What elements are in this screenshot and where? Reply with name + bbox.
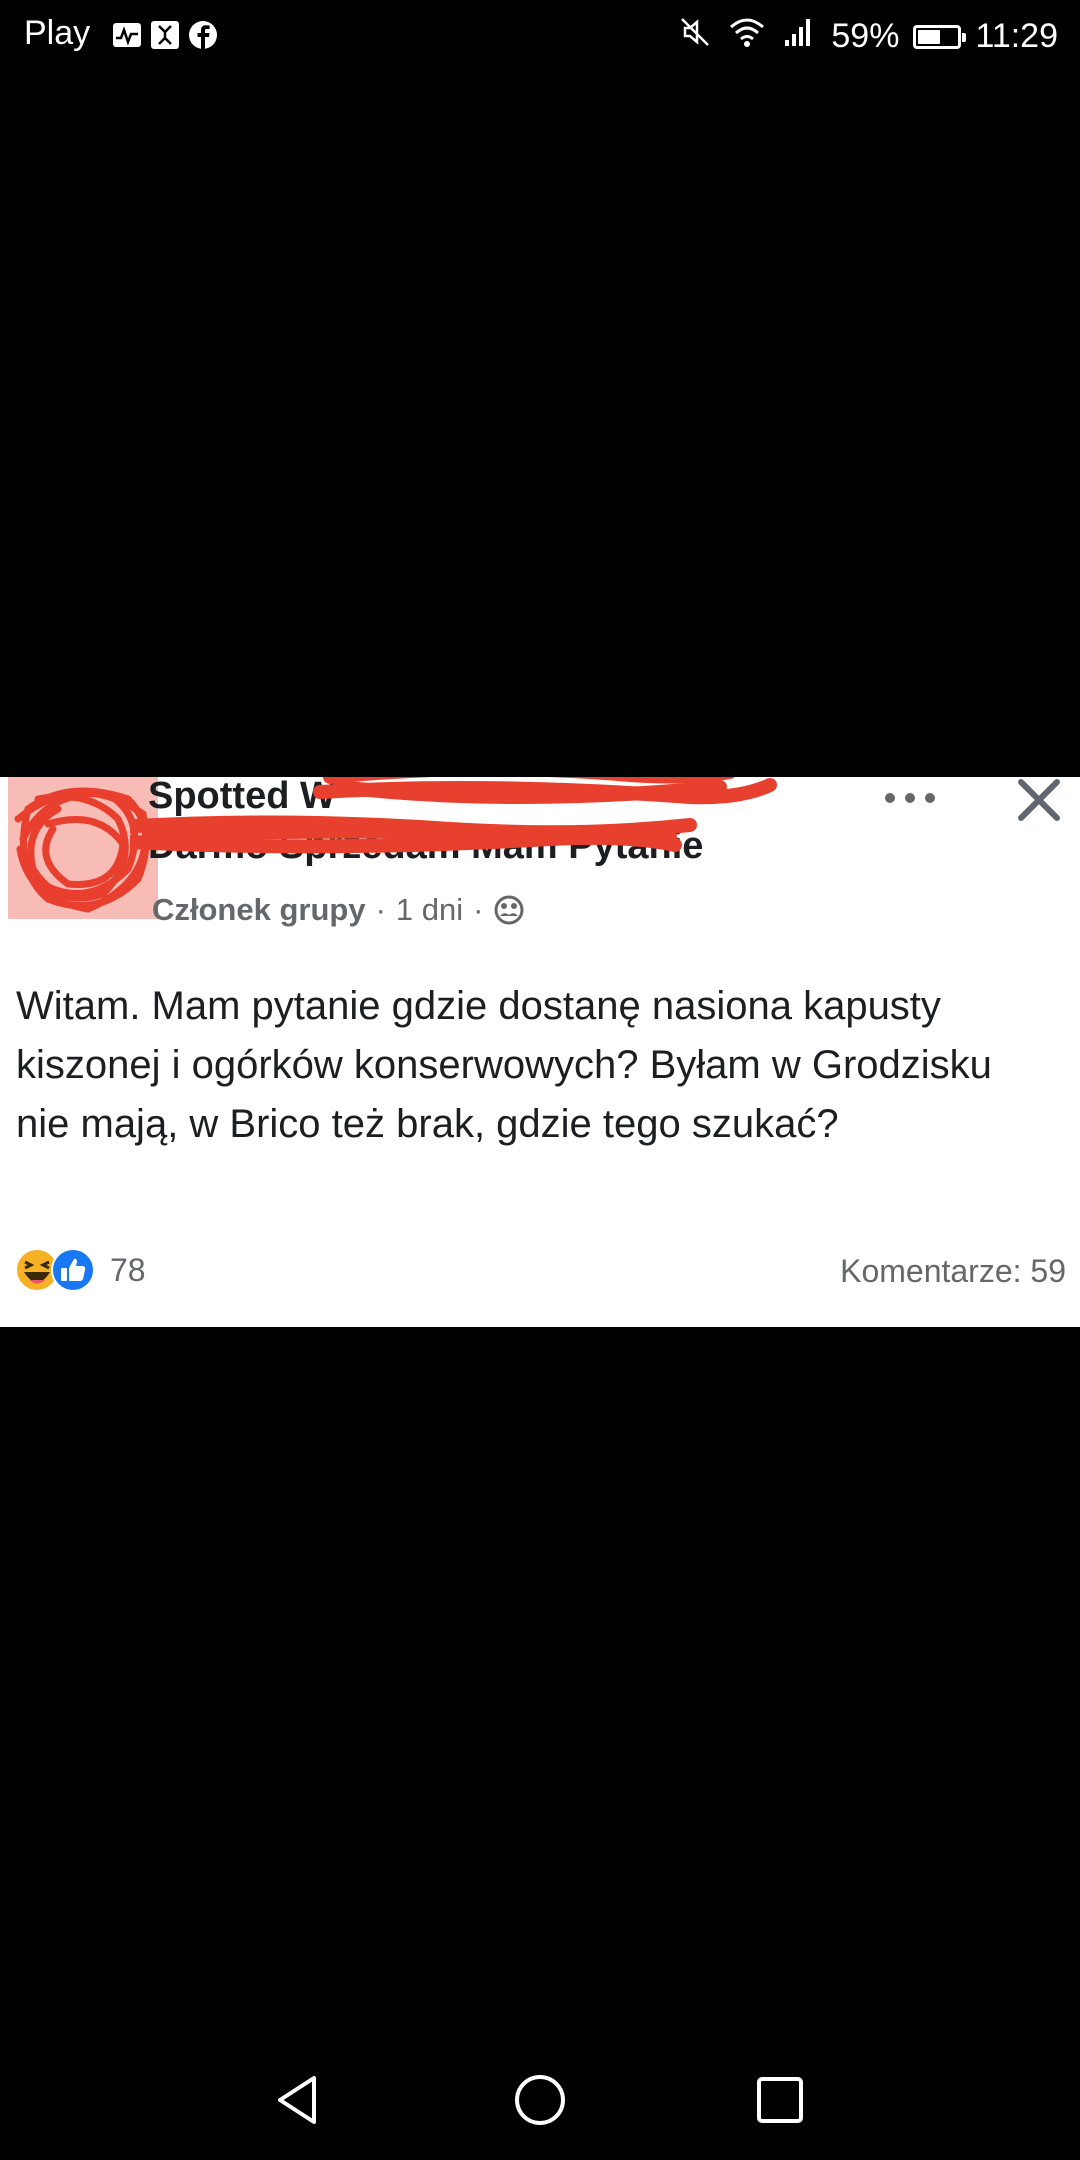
close-icon[interactable]: [1016, 777, 1062, 823]
navigation-bar: [0, 2040, 1080, 2160]
reactions-summary[interactable]: [14, 1247, 146, 1293]
comments-count[interactable]: Komentarze: 59: [840, 1253, 1066, 1289]
status-bar: [0, 0, 1080, 76]
battery-percent: 59%: [831, 17, 900, 55]
post-meta: [152, 892, 525, 928]
facebook-icon: [188, 20, 218, 50]
group-name[interactable]: Spotted W: [148, 777, 336, 817]
post-time[interactable]: 1 dni: [395, 892, 464, 927]
signal-icon: [781, 14, 817, 59]
group-privacy-icon: [493, 894, 525, 926]
meta-separator: ·: [375, 892, 386, 927]
carrier-name: Play: [24, 14, 91, 52]
mute-icon: [677, 14, 713, 59]
reactions-count: 78: [110, 1251, 146, 1288]
activity-icon: [112, 20, 142, 50]
member-role: Członek grupy: [152, 892, 366, 927]
system-status-icons: [677, 14, 1058, 59]
like-reaction-icon: [50, 1247, 96, 1293]
facebook-post: [0, 777, 1080, 1327]
post-body: Witam. Mam pytanie gdzie dostanę nasiona kapusty kiszonej i ogórków konserwowych? Byłam w Grodzisku nie mają, w Brico też brak, gdzie tego szukać?: [16, 984, 992, 1146]
more-options-icon[interactable]: [880, 787, 940, 809]
battery-icon: [913, 25, 961, 49]
recents-icon[interactable]: [750, 2070, 810, 2130]
home-icon[interactable]: [510, 2070, 570, 2130]
usb-debug-icon: [150, 20, 180, 50]
notification-icons: [112, 20, 218, 50]
back-icon[interactable]: [270, 2070, 330, 2130]
group-name-line2[interactable]: Darmo Sprzedam Mam Pytanie: [148, 825, 704, 867]
wifi-icon: [727, 14, 767, 59]
clock: 11:29: [975, 17, 1058, 55]
meta-separator: ·: [473, 892, 484, 927]
redaction-scribble: [130, 777, 790, 877]
battery-level: [918, 30, 940, 44]
